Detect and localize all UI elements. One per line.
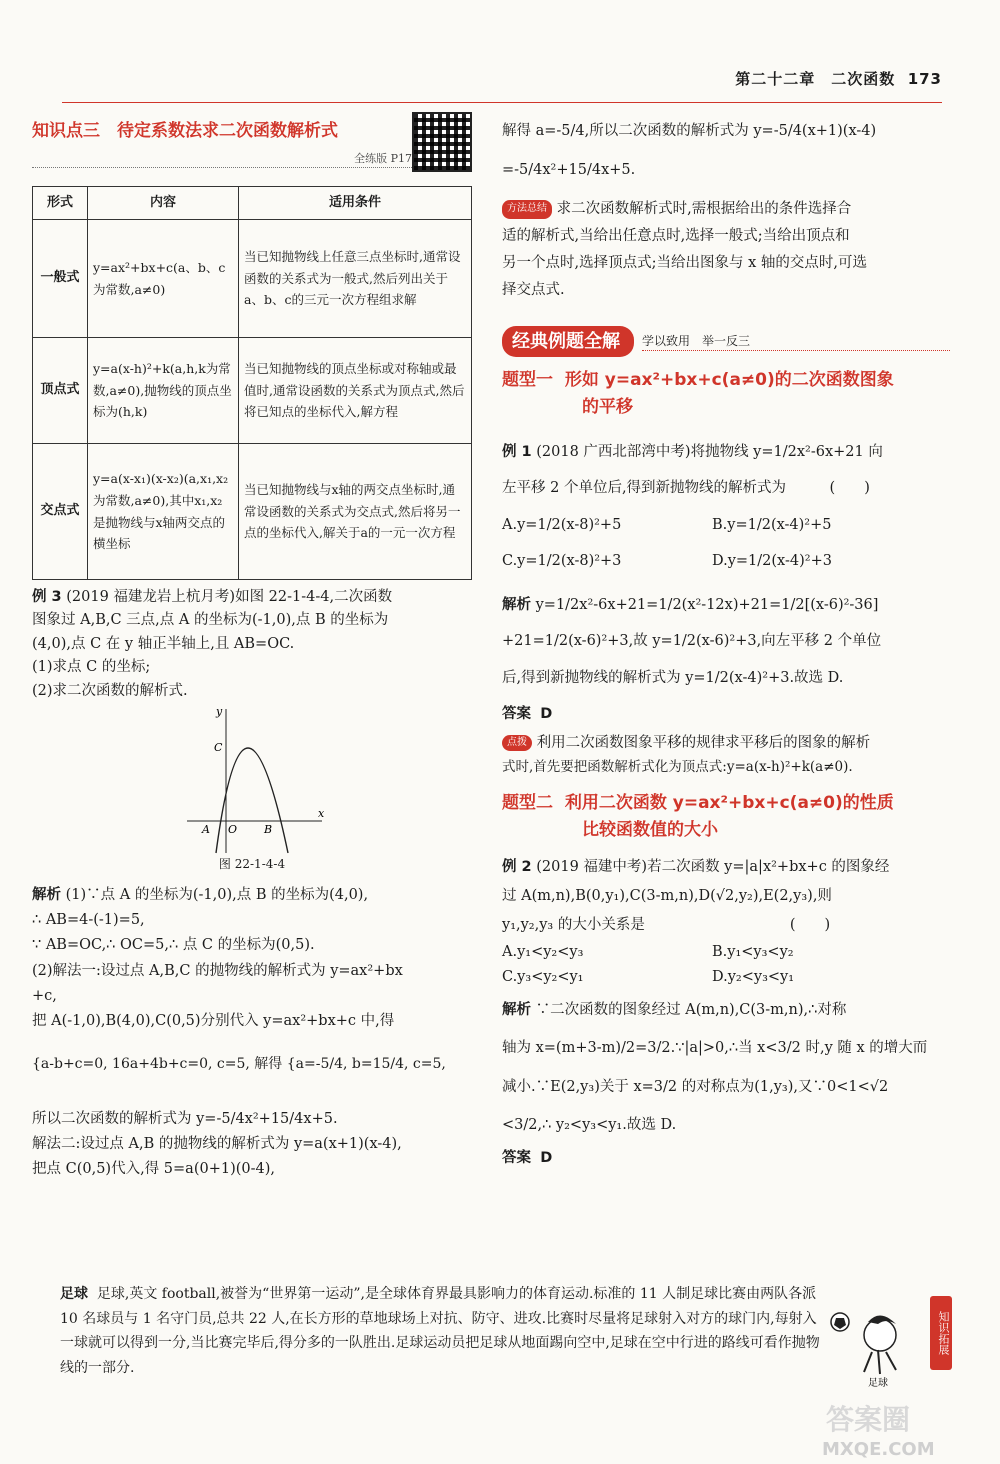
point-c-label: C (214, 741, 223, 755)
solution-label: 解析 (502, 597, 531, 614)
solution-line: +c, (32, 987, 57, 1004)
solution-line: 把 A(-1,0),B(4,0),C(0,5)分别代入 y=ax²+bx+c 中,得 (32, 1012, 395, 1029)
table-header: 形式 (33, 187, 88, 220)
solution-line: (2)解法一:设过点 A,B,C 的抛物线的解析式为 y=ax²+bx (32, 962, 403, 979)
table-cell-content: y=a(x-h)²+k(a,h,k为常数,a≠0),抛物线的顶点坐标为(h,k) (88, 338, 239, 444)
type-two-heading (502, 790, 950, 843)
table-cell-form: 交点式 (33, 444, 88, 580)
type-title-cont: 的平移 (582, 396, 633, 417)
solution-line: 减小.∵E(2,y₃)关于 x=3/2 的对称点为(1,y₃),又∵0<1<√2 (502, 1078, 889, 1095)
mascot-illustration (820, 1300, 940, 1390)
hint-line: 式时,首先要把函数解析式化为顶点式:y=a(x-h)²+k(a≠0). (502, 759, 853, 776)
option-b: B.y₁<y₃<y₂ (712, 943, 794, 960)
example-line: (2019 福建龙岩上杭月考)如图 22-1-4-4,二次函数 (66, 589, 393, 605)
solution-line: =-5/4x²+15/4x+5. (502, 162, 636, 179)
chapter-title: 第二十二章 二次函数 (735, 70, 896, 88)
answer-label: 答案 (502, 705, 531, 722)
example-3 (32, 586, 472, 1182)
solution-line: ∵二次函数的图象经过 A(m,n),C(3-m,n),∴对称 (535, 1001, 847, 1018)
footer-text: 足球,英文 football,被誉为“世界第一运动”,是全球体育界最具影响力的体育运动.标准的 11 人制足球比赛由两队各派 10 名球员与 1 名守门员,总共 22 人,在长方形的草地球场上对抗、防守、进攻.比赛时尽量将足球射入对方的球门内,每射入一球就可以得到一分,当比赛完毕后,得分多的一队胜出.足球运动员把足球从地面踢向空中,足球在空中行进的路线可看作抛物线的一部分. (60, 1286, 820, 1376)
table-cell-form: 顶点式 (33, 338, 88, 444)
solution-line: ∴ AB=4-(-1)=5, (32, 912, 145, 929)
watermark-url: MXQE.COM (822, 1439, 935, 1460)
solution-line: 解得 a=-5/4,所以二次函数的解析式为 y=-5/4(x+1)(x-4) (502, 123, 877, 139)
example-line: 左平移 2 个单位后,得到新抛物线的解析式为 ( ) (502, 480, 870, 497)
type-title: 形如 y=ax²+bx+c(a≠0)的二次函数图象 (564, 370, 894, 391)
origin-label: O (228, 823, 238, 837)
solution-line: (1)∵点 A 的坐标为(-1,0),点 B 的坐标为(4,0), (65, 886, 369, 903)
example-line: (1)求点 C 的坐标; (32, 659, 151, 676)
table-cell-form: 一般式 (33, 220, 88, 338)
footer-note (60, 1282, 820, 1380)
knowledge-table (32, 186, 472, 580)
example-line: (2019 福建中考)若二次函数 y=|a|x²+bx+c 的图象经 (536, 858, 890, 875)
solution-line: ∵ AB=OC,∴ OC=5,∴ 点 C 的坐标为(0,5). (32, 937, 315, 954)
knowledge-point-ref: 全练版 P17 (32, 150, 472, 168)
example3-continued (502, 112, 950, 190)
point-a-label: A (202, 823, 210, 837)
parabola-figure (32, 703, 472, 863)
solution-line: <3/2,∴ y₂<y₃<y₁.故选 D. (502, 1117, 677, 1133)
example-line: (2)求二次函数的解析式. (32, 682, 188, 699)
solution-line: 所以二次函数的解析式为 y=-5/4x²+15/4x+5. (32, 1110, 338, 1127)
option-d: D.y₂<y₃<y₁ (712, 969, 795, 986)
answer-value: D (540, 705, 553, 722)
footer-label: 足球 (60, 1286, 88, 1302)
example-line: (2018 广西北部湾中考)将抛物线 y=1/2x²-6x+21 向 (536, 444, 883, 461)
example-line: 图象过 A,B,C 三点,点 A 的坐标为(-1,0),点 B 的坐标为 (32, 612, 389, 629)
page-number: 173 (907, 70, 942, 88)
table-row (33, 220, 472, 338)
type-title: 利用二次函数 y=ax²+bx+c(a≠0)的性质 (564, 793, 894, 814)
answer-label: 答案 (502, 1150, 531, 1167)
side-tab: 知识拓展 (930, 1296, 952, 1370)
table-header-row (33, 187, 472, 220)
x-axis-label: x (318, 807, 325, 821)
hint-tag: 点拨 (502, 735, 532, 752)
page-header (62, 62, 942, 103)
method-line: 择交点式. (502, 281, 565, 298)
method-tag: 方法总结 (502, 200, 552, 219)
right-column (502, 112, 950, 1173)
solution-line: y=1/2x²-6x+21=1/2(x²-12x)+21=1/2[(x-6)²-36] (535, 597, 879, 614)
table-cell-content: y=a(x-x₁)(x-x₂)(a,x₁,x₂为常数,a≠0),其中x₁,x₂是抛物线与x轴两交点的横坐标 (88, 444, 239, 580)
qr-code-icon[interactable] (412, 112, 472, 172)
solution-line: 把点 C(0,5)代入,得 5=a(0+1)(0-4), (32, 1160, 276, 1177)
option-a: A.y₁<y₂<y₃ (502, 943, 584, 960)
example-line: (4,0),点 C 在 y 轴正半轴上,且 AB=OC. (32, 635, 295, 652)
option-c: C.y₃<y₂<y₁ (502, 969, 584, 986)
section-banner (502, 326, 950, 358)
hint (502, 732, 950, 778)
solution-line: 后,得到新抛物线的解析式为 y=1/2(x-4)²+3.故选 D. (502, 669, 844, 686)
example-label: 例 3 (32, 589, 62, 605)
solution-line: 轴为 x=(m+3-m)/2=3/2.∵|a|>0,∴当 x<3/2 时,y 随 x 的增大而 (502, 1040, 928, 1057)
example-1 (502, 434, 950, 732)
figure-caption: 图 22-1-4-4 (218, 857, 286, 872)
example-label: 例 1 (502, 444, 532, 461)
answer-value: D (540, 1150, 553, 1167)
option-a: A.y=1/2(x-8)²+5 (502, 516, 622, 533)
banner-title: 经典例题全解 (502, 326, 634, 358)
table-row (33, 444, 472, 580)
type-title-cont: 比较函数值的大小 (582, 819, 718, 840)
example-label: 例 2 (502, 858, 532, 875)
solution-label: 解析 (502, 1001, 531, 1018)
method-summary (502, 196, 950, 303)
example-line: y₁,y₂,y₃ 的大小关系是 ( ) (502, 916, 831, 933)
banner-note: 学以致用 举一反三 (642, 332, 950, 352)
table-cell-condition: 当已知抛物线上任意三点坐标时,通常设函数的关系式为一般式,然后列出关于a、b、c的三元一次方程组求解 (239, 220, 472, 338)
type-one-heading (502, 367, 950, 420)
header-text (735, 68, 942, 91)
mascot-caption: 足球 (868, 1378, 888, 1389)
point-b-label: B (264, 823, 273, 837)
solution-line: +21=1/2(x-6)²+3,故 y=1/2(x-6)²+3,向左平移 2 个单位 (502, 633, 882, 650)
table-row (33, 338, 472, 444)
option-b: B.y=1/2(x-4)²+5 (712, 516, 832, 533)
solution-line: 解法二:设过点 A,B 的抛物线的解析式为 y=a(x+1)(x-4), (32, 1135, 402, 1152)
method-line: 求二次函数解析式时,需根据给出的条件选择合 (556, 201, 852, 218)
option-d: D.y=1/2(x-4)²+3 (712, 552, 832, 569)
left-column (32, 112, 472, 1182)
example-line: 过 A(m,n),B(0,y₁),C(3-m,n),D(√2,y₂),E(2,y₃),则 (502, 887, 832, 904)
option-c: C.y=1/2(x-8)²+3 (502, 552, 622, 569)
parabola-graph (32, 703, 472, 863)
table-cell-content: y=ax²+bx+c(a、b、c为常数,a≠0) (88, 220, 239, 338)
table-header: 适用条件 (239, 187, 472, 220)
soccer-mascot-icon (820, 1300, 930, 1390)
type-label: 题型一 (502, 370, 553, 391)
y-axis-label: y (216, 705, 223, 719)
parabola-curve (216, 748, 288, 853)
table-cell-condition: 当已知抛物线与x轴的两交点坐标时,通常设函数的关系式为交点式,然后将另一点的坐标代入,解关于a的一元一次方程 (239, 444, 472, 580)
knowledge-point-header (32, 112, 472, 174)
method-line: 另一个点时,选择顶点式;当给出图象与 x 轴的交点时,可选 (502, 254, 867, 271)
method-line: 适的解析式,当给出任意点时,选择一般式;当给出顶点和 (502, 228, 850, 245)
example-2 (502, 853, 950, 1173)
type-label: 题型二 (502, 793, 553, 814)
solution-line: {a-b+c=0, 16a+4b+c=0, c=5, 解得 {a=-5/4, b=15/4, c=5, (32, 1056, 446, 1073)
watermark-logo: 答案圈 (826, 1403, 911, 1436)
hint-line: 利用二次函数图象平移的规律求平移后的图象的解析 (536, 735, 871, 752)
knowledge-point-title: 知识点三 待定系数法求二次函数解析式 (32, 121, 338, 141)
table-header: 内容 (88, 187, 239, 220)
table-cell-condition: 当已知抛物线的顶点坐标或对称轴或最值时,通常设函数的关系式为顶点式,然后将已知点的坐标代入,解方程 (239, 338, 472, 444)
solution-label: 解析 (32, 886, 61, 903)
